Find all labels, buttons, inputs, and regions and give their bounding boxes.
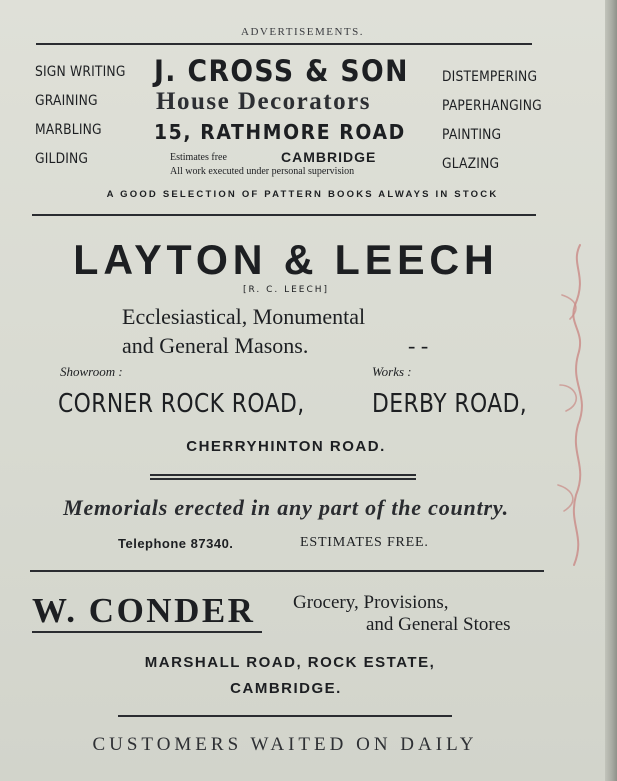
double-rule-bottom bbox=[150, 478, 416, 480]
cross-estimates: Estimates free bbox=[170, 152, 227, 163]
service-item: GRAINING bbox=[35, 93, 98, 109]
service-item: GLAZING bbox=[442, 156, 500, 172]
conder-firm-name: W. CONDER bbox=[32, 591, 256, 630]
estimates-free: ESTIMATES FREE. bbox=[300, 535, 429, 550]
conder-rule bbox=[118, 715, 452, 717]
works-address: DERBY ROAD, bbox=[372, 389, 528, 419]
conder-trade-line-2: and General Stores bbox=[366, 614, 511, 635]
memorials-slogan: Memorials erected in any part of the country. bbox=[63, 495, 509, 520]
conder-address: MARSHALL ROAD, ROCK ESTATE, bbox=[144, 654, 436, 671]
telephone-number: Telephone 87340. bbox=[118, 536, 234, 551]
service-item: DISTEMPERING bbox=[442, 69, 538, 85]
showroom-address: CORNER ROCK ROAD, bbox=[58, 389, 305, 419]
top-rule bbox=[36, 43, 532, 45]
cross-supervision: All work executed under personal supervision bbox=[170, 166, 355, 177]
service-item: PAINTING bbox=[442, 127, 502, 143]
page-header: ADVERTISEMENTS. bbox=[241, 26, 364, 38]
service-item: MARBLING bbox=[35, 122, 102, 138]
layton-firm-name: LAYTON & LEECH bbox=[73, 236, 499, 283]
cross-tagline: House Decorators bbox=[156, 88, 371, 115]
conder-town: CAMBRIDGE. bbox=[230, 680, 342, 697]
layton-road: CHERRYHINTON ROAD. bbox=[186, 438, 386, 455]
conder-trade-line-1: Grocery, Provisions, bbox=[293, 592, 449, 613]
service-item: PAPERHANGING bbox=[442, 98, 542, 114]
customers-slogan: CUSTOMERS WAITED ON DAILY bbox=[92, 734, 478, 755]
service-item: SIGN WRITING bbox=[35, 64, 126, 80]
showroom-label: Showroom : bbox=[60, 364, 123, 379]
handwritten-pencil-mark bbox=[540, 235, 600, 585]
layton-dashes: - - bbox=[408, 333, 429, 358]
cross-firm-name: J. CROSS & SON bbox=[154, 54, 409, 88]
layton-trade-line-1: Ecclesiastical, Monumental bbox=[122, 304, 366, 329]
cross-address: 15, RATHMORE ROAD bbox=[154, 120, 406, 144]
cross-town: CAMBRIDGE bbox=[281, 149, 377, 165]
book-binding-edge bbox=[605, 0, 617, 781]
cross-selection-note: A GOOD SELECTION OF PATTERN BOOKS ALWAYS IN STOCK bbox=[106, 189, 499, 200]
section-rule-1 bbox=[32, 214, 536, 216]
section-rule-2 bbox=[30, 570, 544, 572]
layton-trade-line-2: and General Masons. bbox=[122, 333, 309, 358]
double-rule-top bbox=[150, 474, 416, 476]
layton-subtitle: [R. C. LEECH] bbox=[242, 285, 330, 295]
works-label: Works : bbox=[372, 364, 412, 379]
conder-underline bbox=[32, 631, 262, 633]
service-item: GILDING bbox=[35, 151, 89, 167]
